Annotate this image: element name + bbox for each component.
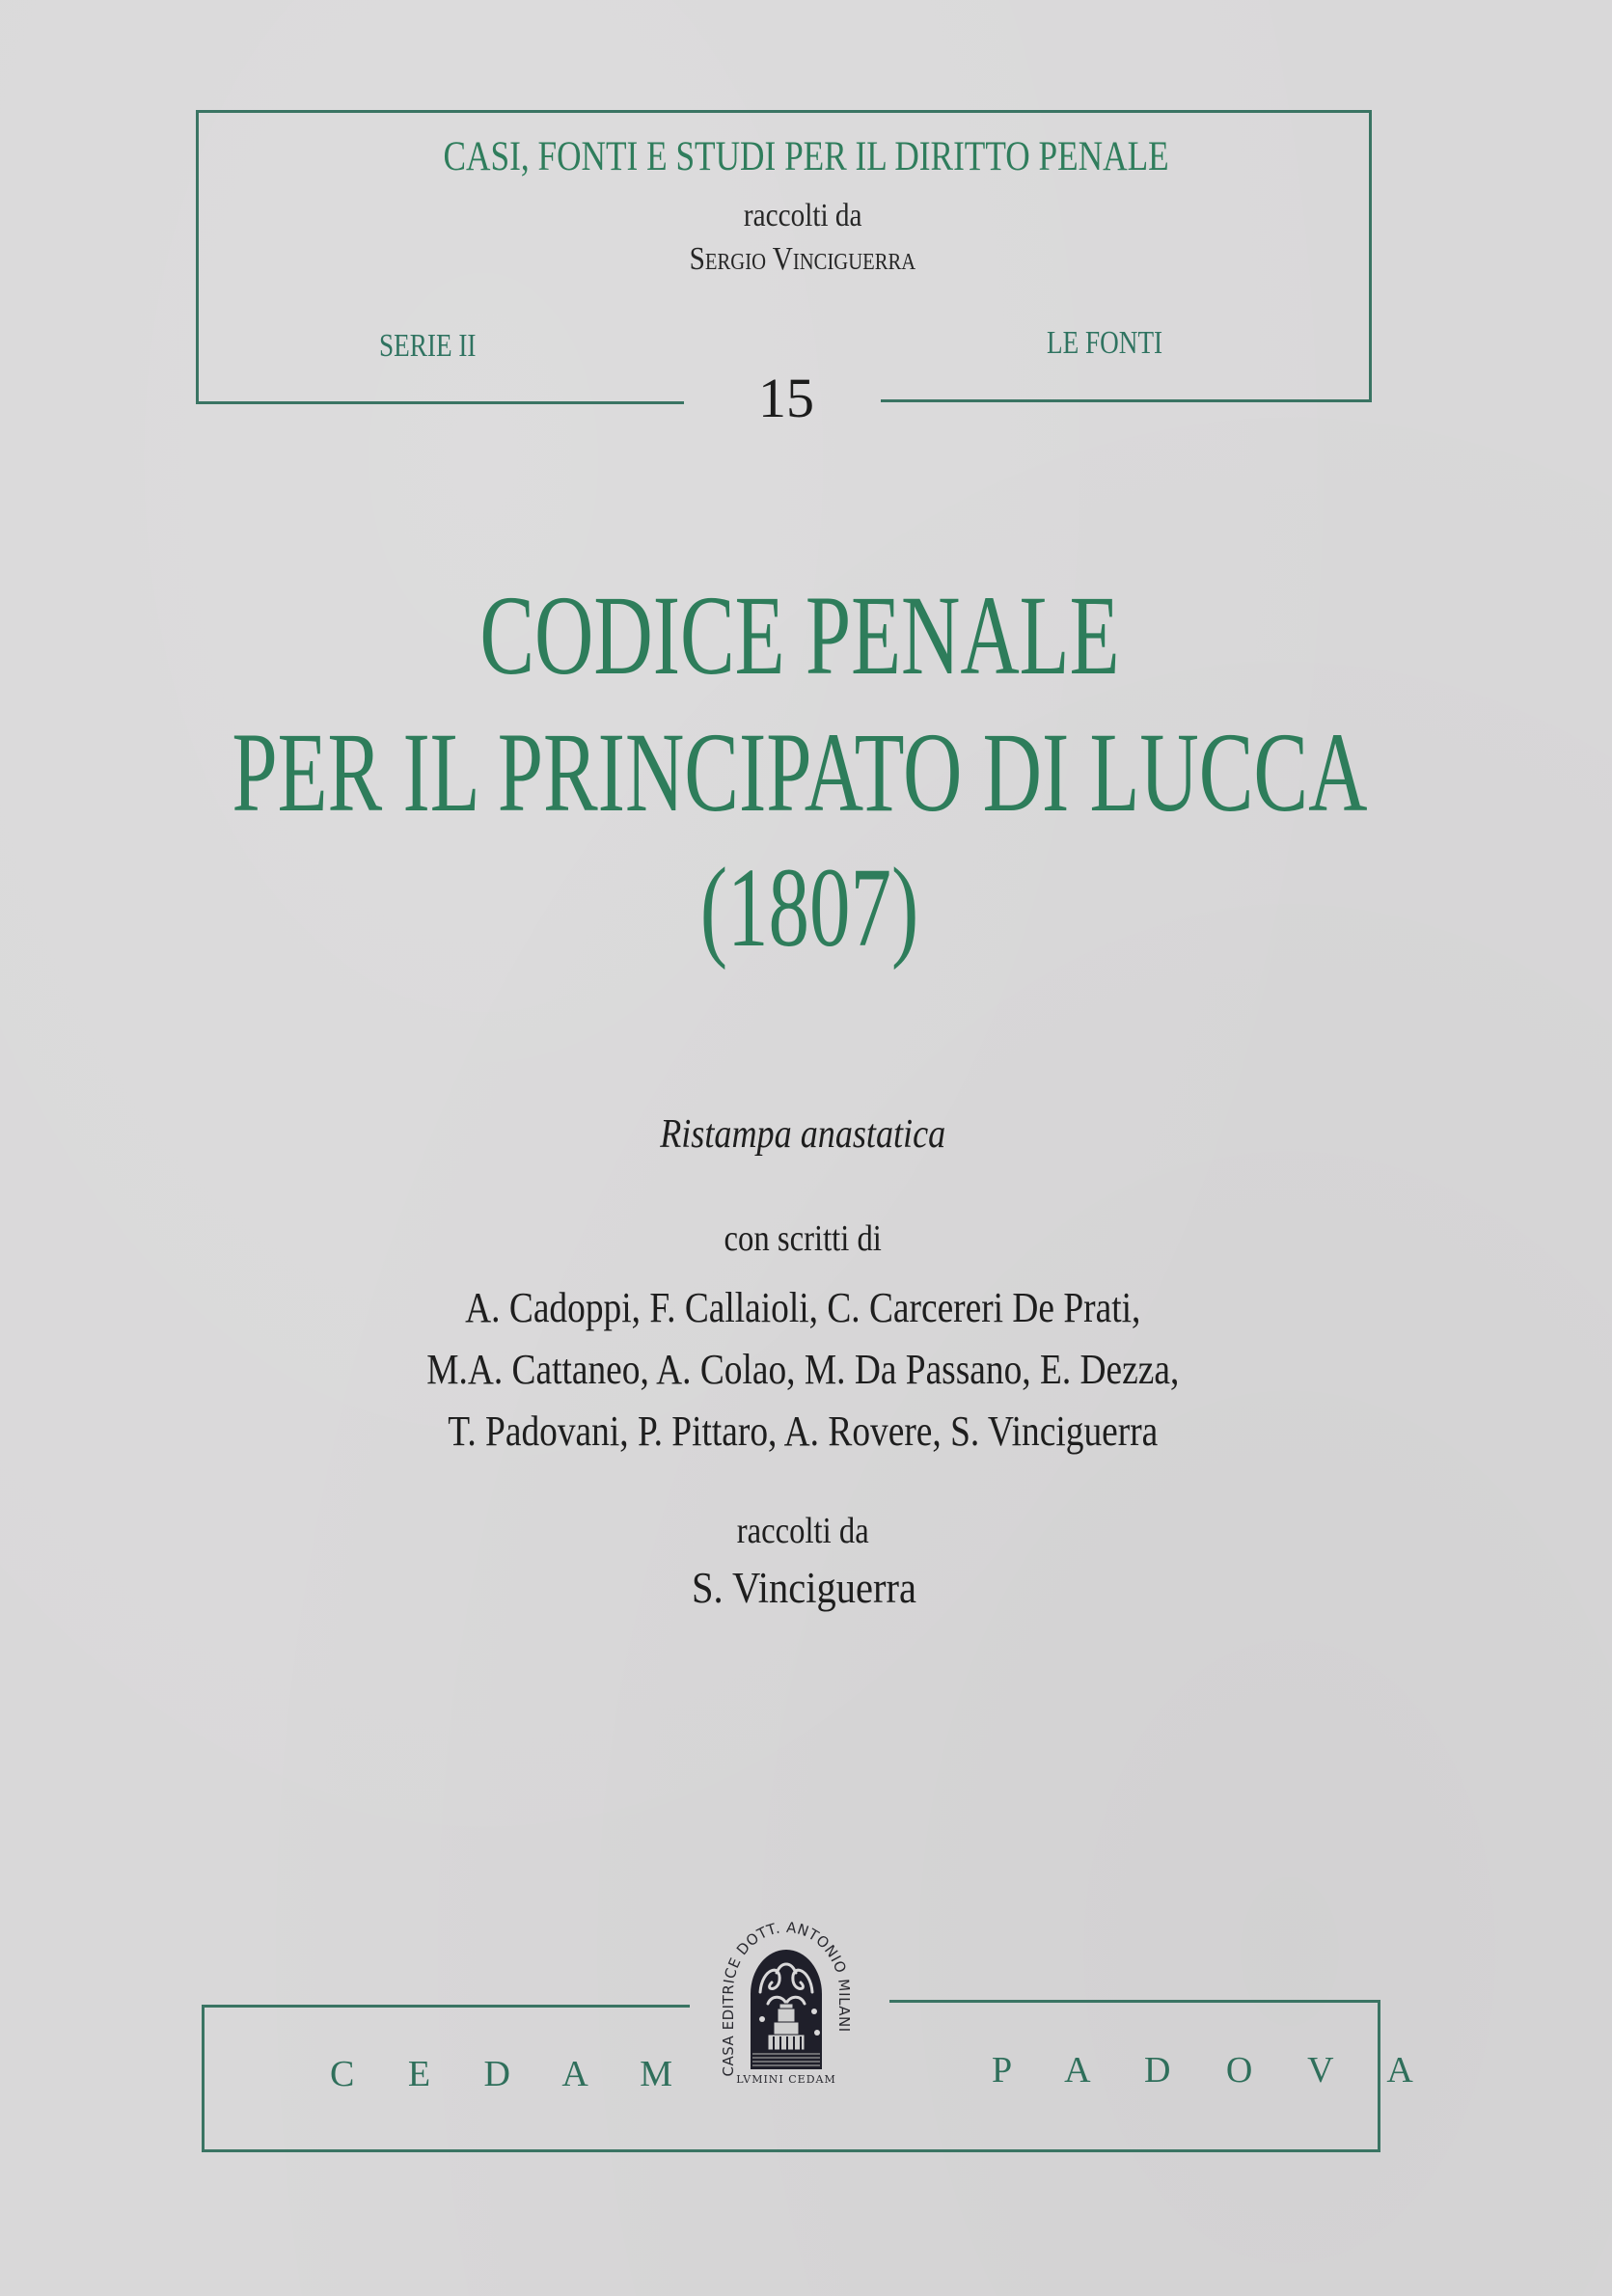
publisher-box-bottom-rule bbox=[202, 2149, 1380, 2152]
series-box-bottom-left-rule bbox=[196, 401, 684, 404]
series-number-label: SERIE II bbox=[379, 328, 477, 364]
svg-text:LVMINI CEDAM: LVMINI CEDAM bbox=[736, 2073, 836, 2086]
series-box-bottom-right-rule bbox=[881, 399, 1372, 402]
contributors-label: con scritti di bbox=[724, 1218, 882, 1259]
contributors-line: T. Padovani, P. Pittaro, A. Rovere, S. Vinciguerra bbox=[448, 1408, 1159, 1455]
volume-number: 15 bbox=[758, 367, 814, 429]
publisher-city: P A D O V A bbox=[992, 2050, 1436, 2091]
title-year: (1807) bbox=[699, 844, 919, 970]
publisher-box-top-right-rule bbox=[889, 2000, 1380, 2003]
contributors-line: A. Cadoppi, F. Callaioli, C. Carcereri De Prati, bbox=[465, 1284, 1141, 1331]
publisher-box-left-rule bbox=[202, 2005, 205, 2152]
collected-by-label: raccolti da bbox=[736, 1511, 869, 1551]
series-collection-label: LE FONTI bbox=[1047, 325, 1163, 361]
collected-by-name: S. Vinciguerra bbox=[691, 1564, 916, 1612]
series-editor: Sergio Vinciguerra bbox=[689, 241, 916, 277]
title-line-1: CODICE PENALE bbox=[479, 572, 1120, 698]
cedam-publisher-emblem-icon bbox=[704, 1915, 868, 2108]
publisher-box-top-left-rule bbox=[202, 2005, 690, 2008]
series-title: CASI, FONTI E STUDI PER IL DIRITTO PENALE bbox=[443, 134, 1169, 179]
contributors-line: M.A. Cattaneo, A. Colao, M. Da Passano, E. Dezza, bbox=[426, 1346, 1180, 1393]
edition-subtitle: Ristampa anastatica bbox=[660, 1112, 946, 1157]
publisher-name: C E D A M bbox=[330, 2054, 696, 2094]
svg-text:CASA EDITRICE DOTT. ANTONIO MI: CASA EDITRICE DOTT. ANTONIO MILANI bbox=[719, 1918, 854, 2077]
series-collected-label: raccolti da bbox=[743, 198, 862, 233]
series-box-top-rule bbox=[196, 110, 1372, 113]
title-line-2: PER IL PRINCIPATO DI LUCCA bbox=[232, 709, 1368, 835]
